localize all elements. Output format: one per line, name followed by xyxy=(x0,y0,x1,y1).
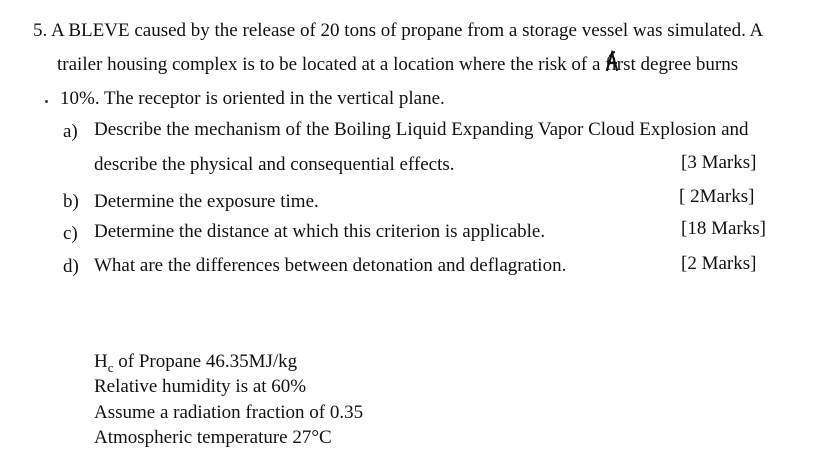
part-d-text: What are the differences between detonation and deflagration. xyxy=(94,255,567,276)
question-intro-line-1: 5. A BLEVE caused by the release of 20 tons of propane from a storage vessel was simulated. A xyxy=(33,20,764,41)
hc-subscript: c xyxy=(107,359,114,375)
question-intro-line-3: 10%. The receptor is oriented in the vertical plane. xyxy=(60,88,445,109)
part-c-marks: [18 Marks] xyxy=(681,218,766,239)
part-d-label: d) xyxy=(63,256,79,277)
margin-dot xyxy=(45,100,48,103)
given-radiation-fraction: Assume a radiation fraction of 0.35 xyxy=(94,402,364,423)
part-c-label: c) xyxy=(63,223,78,244)
hc-symbol: H xyxy=(94,351,108,372)
given-atmospheric-temperature: Atmospheric temperature 27°C xyxy=(94,427,332,448)
part-d-marks: [2 Marks] xyxy=(681,253,757,274)
part-a-label: a) xyxy=(63,121,78,142)
part-a-marks: [3 Marks] xyxy=(681,152,757,173)
part-b-text: Determine the exposure time. xyxy=(94,191,319,212)
question-intro-line-2-text: trailer housing complex is to be located at a location where the risk of a first degree burns xyxy=(57,54,739,75)
part-b-label: b) xyxy=(63,191,79,212)
part-b-marks: [ 2Marks] xyxy=(679,186,755,207)
part-a-text-line-2: describe the physical and consequential effects. xyxy=(94,154,455,175)
question-intro-line-2 xyxy=(57,55,738,74)
part-a-text-line-1: Describe the mechanism of the Boiling Liquid Expanding Vapor Cloud Explosion and xyxy=(94,119,749,140)
given-relative-humidity: Relative humidity is at 60% xyxy=(94,376,307,397)
hc-value-text: of Propane 46.35MJ/kg xyxy=(113,351,298,372)
given-heat-of-combustion xyxy=(94,352,297,374)
part-c-text: Determine the distance at which this criterion is applicable. xyxy=(94,221,546,242)
handwritten-a-mark xyxy=(602,50,622,72)
